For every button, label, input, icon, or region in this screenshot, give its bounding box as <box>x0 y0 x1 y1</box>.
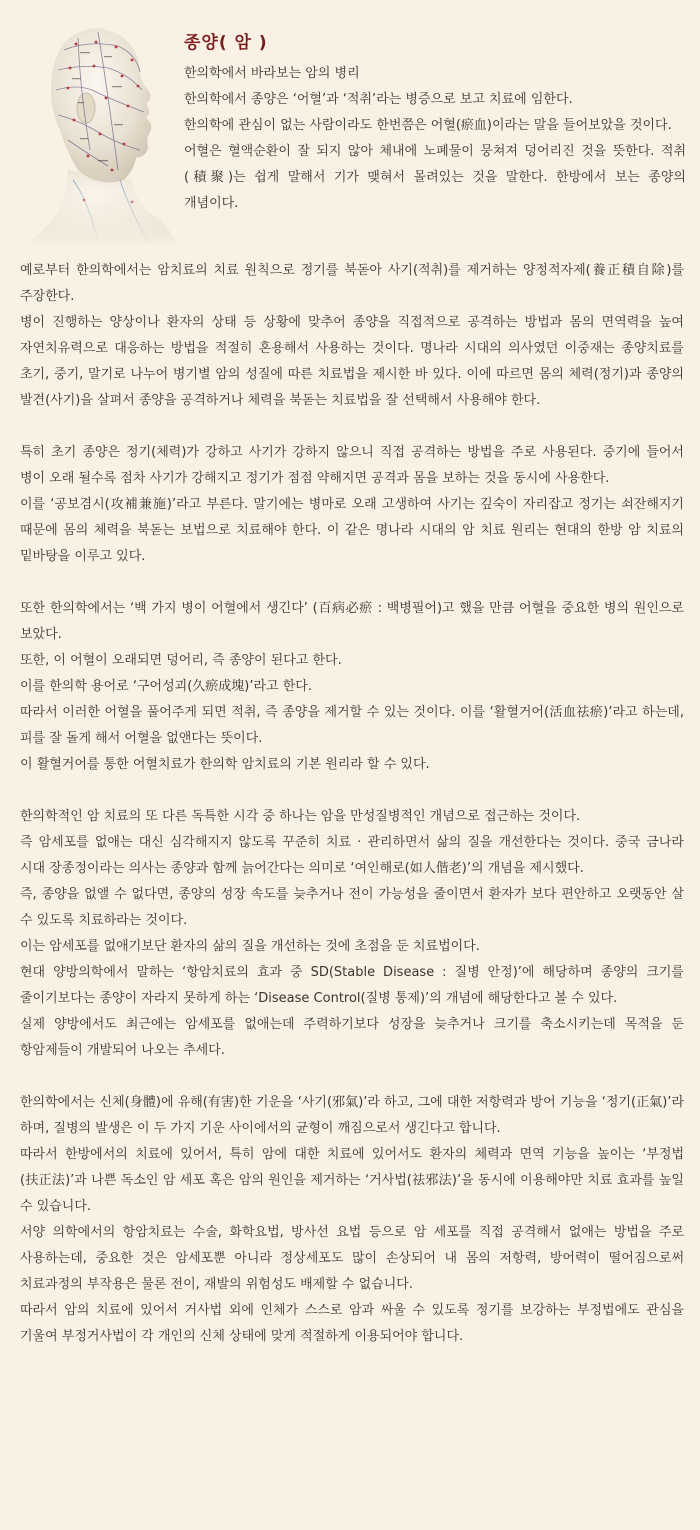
intro-line: 한의학에서 종양은 ‘어혈’과 ‘적취’라는 병증으로 보고 치료에 임한다. <box>184 92 573 107</box>
paragraph-line: 따라서 이러한 어혈을 풀어주게 되면 적취, 즉 종양을 제거할 수 있는 것이다. 이를 ‘활혈거어(活血祛瘀)’라고 하는데, 피를 잘 돌게 해서 어혈을 없앤다는 뜻이다. <box>20 705 684 746</box>
paragraph-line: 따라서 암의 치료에 있어서 거사법 외에 인체가 스스로 암과 싸울 수 있도록 정기를 보강하는 부정법에도 관심을 기울여 부정거사법이 각 개인의 신체 상태에 맞게 적절하게 이용되어야 합니다. <box>20 1303 684 1344</box>
paragraph-line: 따라서 한방에서의 치료에 있어서, 특히 암에 대한 치료에 있어서도 환자의 체력과 면역 기능을 높이는 ‘부정법(扶正法)’과 나쁜 독소인 암 세포 혹은 암의 원인을 제거하는 ‘거사법(祛邪法)’을 동시에 이용해야만 치료 효과를 높일 수 있습니다. <box>20 1147 684 1214</box>
paragraph-line: 또한 한의학에서는 ‘백 가지 병이 어혈에서 생긴다’ (百病必瘀 : 백병필어)고 했을 만큼 어혈을 중요한 병의 원인으로 보았다. <box>20 601 684 642</box>
paragraph-line: 실제 양방에서도 최근에는 암세포를 없애는데 주력하기보다 성장을 늦추거나 크기를 축소시키는데 목적을 둔 항암제들이 개발되어 나오는 추세다. <box>20 1017 684 1058</box>
paragraph-chronic-approach <box>20 804 684 1064</box>
paragraph-line: 한의학에서는 신체(身體)에 유해(有害)한 기운을 ‘사기(邪氣)’라 하고, 그에 대한 저항력과 방어 기능을 ‘정기(正氣)’라 하며, 질병의 발생은 이 두 가지 기운 사이에서의 균형이 깨짐으로서 생긴다고 합니다. <box>20 1095 684 1136</box>
article-body <box>20 258 684 1376</box>
paragraph-stage-treatment <box>20 440 684 570</box>
page-title: 종양( 암 ) <box>184 33 268 53</box>
paragraph-line: 즉, 종양을 없앨 수 없다면, 종양의 성장 속도를 늦추거나 전이 가능성을 줄이면서 환자가 보다 편안하고 오랫동안 살 수 있도록 치료하라는 것이다. <box>20 887 684 928</box>
paragraph-jeonggi-sagi <box>20 1090 684 1350</box>
paragraph-line: 서양 의학에서의 항암치료는 수술, 화학요법, 방사선 요법 등으로 암 세포를 직접 공격해서 없애는 방법을 주로 사용하는데, 중요한 것은 암세포뿐 아니라 정상세포도 많이 손상되어 내 몸의 저항력, 방어력이 떨어짐으로써 치료과정의 부작용은 물론 전이, 재발의 위험성도 배제할 수 없습니다. <box>20 1225 684 1292</box>
paragraph-line: 특히 초기 종양은 정기(체력)가 강하고 사기가 강하지 않으니 직접 공격하는 방법을 주로 사용된다. 중기에 들어서 병이 오래 될수록 점차 사기가 강해지고 정기가 점점 약해지면 공격과 몸을 보하는 것을 동시에 사용한다. <box>20 445 684 486</box>
paragraph-line: 현대 양방의학에서 말하는 ‘항암치료의 효과 중 SD(Stable Disease : 질병 안정)’에 해당하며 종양의 크기를 줄이기보다는 종양이 자라지 못하게 하는 ‘Disease Control(질병 통제)’의 개념에 해당한다고 볼 수 있다. <box>20 965 684 1006</box>
paragraph-line: 이 활혈거어를 통한 어혈치료가 한의학 암치료의 기본 원리라 할 수 있다. <box>20 757 430 772</box>
intro-block <box>184 28 686 217</box>
paragraph-line: 이를 ‘공보겸시(攻補兼施)’라고 부른다. 말기에는 병마로 오래 고생하여 사기는 깊숙이 자리잡고 정기는 쇠잔해지기 때문에 몸의 체력을 북돋는 보법으로 치료해야 한다. 이 같은 명나라 시대의 암 치료 원리는 현대의 한방 암 치료의 밑바탕을 이루고 있다. <box>20 497 684 564</box>
paragraph-line: 한의학적인 암 치료의 또 다른 독특한 시각 중 하나는 암을 만성질병적인 개념으로 접근하는 것이다. <box>20 809 581 824</box>
paragraph-line: 즉 암세포를 없애는 대신 심각해지지 않도록 꾸준히 치료 · 관리하면서 삶의 질을 개선한다는 것이다. 중국 금나라 시대 장종정이라는 의사는 종양과 함께 늙어간다는 의미로 ‘여인해로(如人偕老)’의 개념을 제시했다. <box>20 835 684 876</box>
paragraph-line: 이를 한의학 용어로 ‘구어성괴(久瘀成塊)’라고 한다. <box>20 679 312 694</box>
intro-line: 어혈은 혈액순환이 잘 되지 않아 체내에 노폐물이 뭉쳐져 덩어리진 것을 뜻한다. 적취(積聚)는 쉽게 말해서 기가 맺혀서 몰려있는 것을 말한다. 한방에서 보는 종양의 개념이다. <box>184 144 686 211</box>
intro-line: 한의학에 관심이 없는 사람이라도 한번쯤은 어혈(瘀血)이라는 말을 들어보았을 것이다. <box>184 118 672 133</box>
paragraph-treatment-principle <box>20 258 684 414</box>
header-section <box>0 0 700 250</box>
paragraph-line: 예로부터 한의학에서는 암치료의 치료 원칙으로 정기를 북돋아 사기(적취)를 제거하는 양정적자제(養正積自除)를 주장한다. <box>20 263 684 304</box>
intro-line: 한의학에서 바라보는 암의 병리 <box>184 66 360 81</box>
paragraph-blood-stasis <box>20 596 684 778</box>
paragraph-line: 이는 암세포를 없애기보단 환자의 삶의 질을 개선하는 것에 초점을 둔 치료법이다. <box>20 939 480 954</box>
acupuncture-head-image <box>28 20 178 250</box>
paragraph-line: 병이 진행하는 양상이나 환자의 상태 등 상황에 맞추어 종양을 직접적으로 공격하는 방법과 몸의 면역력을 높여 자연치유력으로 대응하는 방법을 적절히 혼용해서 사용하는 것이다. 명나라 시대의 의사였던 이중재는 종양치료를 초기, 중기, 말기로 나누어 병기별 암의 성질에 따른 치료법을 제시한 바 있다. 이에 따르면 몸의 체력(정기)과 종양의 발견(사기)을 살펴서 종양을 공격하거나 체력을 북돋는 치료법을 잘 선택해서 사용해야 한다. <box>20 315 684 408</box>
paragraph-line: 또한, 이 어혈이 오래되면 덩어리, 즉 종양이 된다고 한다. <box>20 653 342 668</box>
